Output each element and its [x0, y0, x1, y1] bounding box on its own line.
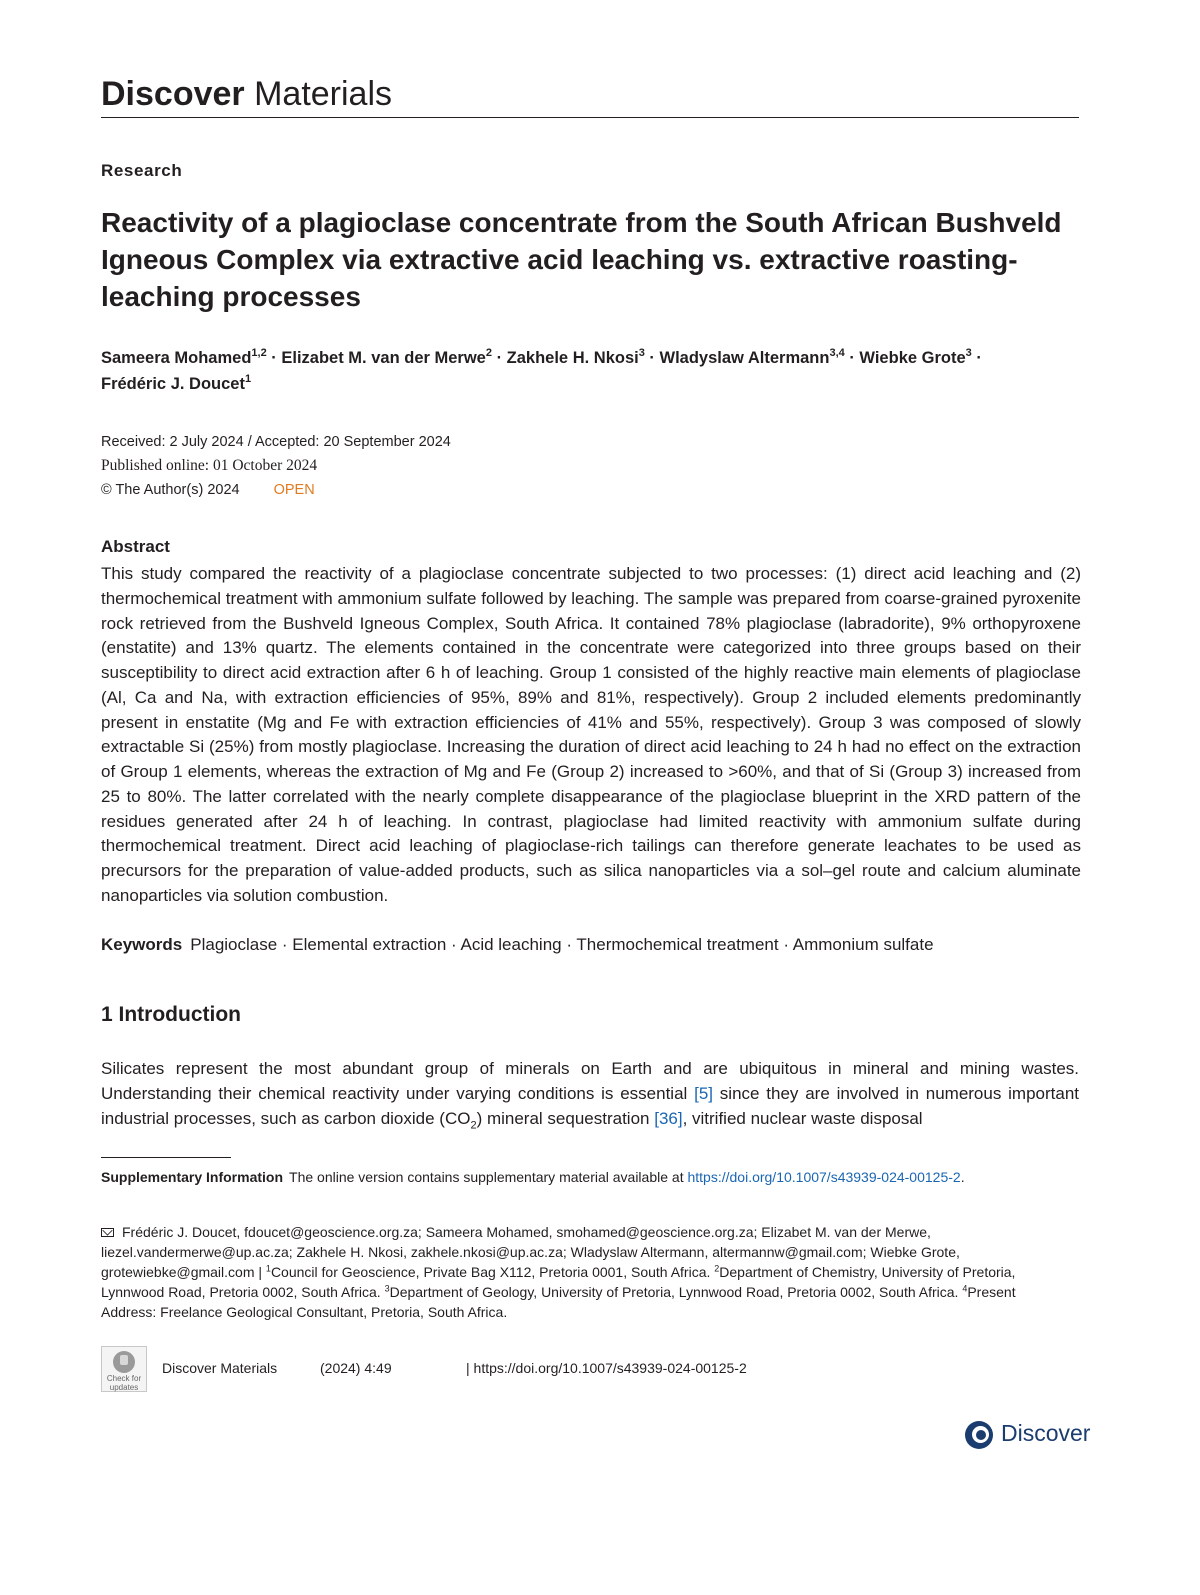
discover-logo-icon	[965, 1421, 993, 1449]
discover-logo-text: Discover	[1001, 1420, 1091, 1446]
footer-volume: (2024) 4:49	[320, 1360, 392, 1376]
keywords	[101, 933, 934, 957]
introduction-heading: 1 Introduction	[101, 1003, 241, 1026]
check-updates-icon	[113, 1351, 135, 1373]
check-for-updates-badge[interactable]	[101, 1346, 147, 1392]
footer-doi[interactable]: | https://doi.org/10.1007/s43939-024-00125-2	[466, 1360, 747, 1376]
publication-dates	[101, 430, 451, 502]
received-accepted-date: Received: 2 July 2024 / Accepted: 20 September 2024	[101, 434, 451, 450]
author-affiliation: 1,2	[251, 346, 267, 359]
author[interactable]: Elizabet M. van der Merwe$^2$	[281, 346, 492, 367]
citation-link[interactable]: [5]	[694, 1083, 714, 1103]
supplementary-information: Supplementary Information The online version contains supplementary material available at https://doi.org/10.1007/s43939-024-00125-2.	[101, 1169, 965, 1185]
author-affiliation: 3	[638, 346, 645, 359]
supplementary-label: Supplementary Information	[101, 1169, 284, 1185]
journal-name-light: Materials	[244, 75, 393, 113]
journal-name	[101, 74, 392, 114]
journal-name-bold: Discover	[101, 75, 245, 113]
article-title: Reactivity of a plagioclase concentrate from the South African Bushveld Igneous Complex via extractive acid leaching vs. extractive roasting-leaching processes	[101, 207, 1062, 312]
citation-link[interactable]: [36]	[654, 1108, 683, 1128]
keywords-list: Plagioclase · Elemental extraction · Acid leaching · Thermochemical treatment · Ammonium sulfate	[190, 935, 934, 954]
author-affiliation: 2	[485, 346, 492, 359]
introduction-text: Silicates represent the most abundant group of minerals on Earth and are ubiquitous in mineral and mining wastes. Understanding their chemical reactivity under varying conditions is essential [5] since they are involved in numerous important industrial processes, such as carbon dioxide $(CO_2)$ mineral sequestration [36], vitrified nuclear waste disposal	[101, 1059, 1079, 1131]
header-divider	[101, 117, 1079, 118]
published-date: Published online: 01 October 2024	[101, 457, 318, 474]
author[interactable]: Zakhele H. Nkosi$^3$	[506, 346, 645, 367]
author-affiliation: 3	[965, 346, 972, 359]
footnote-divider	[101, 1157, 231, 1158]
supplementary-link[interactable]: https://doi.org/10.1007/s43939-024-00125-2	[687, 1169, 961, 1185]
open-access-badge: OPEN	[273, 482, 315, 498]
article-type: Research	[101, 161, 183, 180]
footer-journal: Discover Materials	[162, 1360, 278, 1376]
author[interactable]: Sameera Mohamed$^{1,2}$	[101, 346, 267, 367]
copyright: © The Author(s) 2024	[101, 482, 240, 498]
abstract-heading: Abstract	[101, 537, 170, 556]
envelope-icon	[101, 1228, 114, 1237]
check-updates-label: Check for updates	[106, 1374, 142, 1392]
keywords-label: Keywords	[101, 935, 183, 954]
author[interactable]: Wiebke Grote$^3$	[859, 346, 972, 367]
author[interactable]: Wladyslaw Altermann$^{3,4}$	[659, 346, 845, 367]
correspondence: Frédéric J. Doucet, fdoucet@geoscience.org.za; Sameera Mohamed, smohamed@geoscience.org.za; Elizabet M. van der Merwe, liezel.vandermerwe@up.ac.za; Zakhele H. Nkosi, zakhele.nkosi@up.ac.za; Wladyslaw Altermann, altermannw@gmail.com; Wiebke Grote, grotewiebke@gmail.com | $^1$Council for Geoscience, Private Bag X112, Pretoria 0001, South Africa. $^2$Department of Chemistry, University of Pretoria, Lynnwood Road, Pretoria 0002, South Africa. $^3$Department of Geology, University of Pretoria, Lynnwood Road, Pretoria 0002, South Africa. $^4$Present Address: Freelance Geological Consultant, Pretoria, South Africa.	[101, 1224, 1016, 1320]
abstract-text: This study compared the reactivity of a plagioclase concentrate subjected to two processes: (1) direct acid leaching and (2) thermochemical treatment with ammonium sulfate followed by leaching. The sample was prepared from coarse-grained pyroxenite rock retrieved from the Bushveld Igneous Complex, South Africa. It contained 78% plagioclase (labradorite), 9% orthopyroxene (enstatite) and 13% quartz. The elements contained in the concentrate were categorized into three groups based on their susceptibility to direct acid extraction after 6 h of leaching. Group 1 consisted of the highly reactive main elements of plagioclase (Al, Ca and Na, with extraction efficiencies of 95%, 89% and 81%, respectively). Group 2 included elements predominantly present in enstatite (Mg and Fe with extraction efficiencies of 41% and 55%, respectively). Group 3 was composed of slowly extractable Si (25%) from mostly plagioclase. Increasing the duration of direct acid leaching to 24 h had no effect on the extraction of Group 1 elements, whereas the extraction of Mg and Fe (Group 2) increased to >60%, and that of Si (Group 3) increased from 25 to 80%. The latter correlated with the nearly complete disappearance of the plagioclase blueprint in the XRD pattern of the residues generated after 24 h of leaching. In contrast, plagioclase had limited reactivity with ammonium sulfate during thermochemical treatment. Direct acid leaching of plagioclase-rich tailings can therefore generate leachates to be used as precursors for the preparation of value-added products, such as silica nanoparticles via a sol–gel route and calcium aluminate nanoparticles via solution combustion.	[101, 564, 1081, 905]
author-list: Sameera Mohamed$^{1,2}$ · Elizabet M. van der Merwe$^2$ · Zakhele H. Nkosi$^3$ · Wladyslaw Altermann$^{3,4}$ · Wiebke Grote$^3$ · Frédéric J. Doucet$^1$	[101, 346, 982, 393]
author-affiliation: 1	[244, 372, 252, 385]
author-affiliation: 3,4	[829, 346, 845, 359]
author[interactable]: Frédéric J. Doucet$^1$	[101, 372, 252, 393]
